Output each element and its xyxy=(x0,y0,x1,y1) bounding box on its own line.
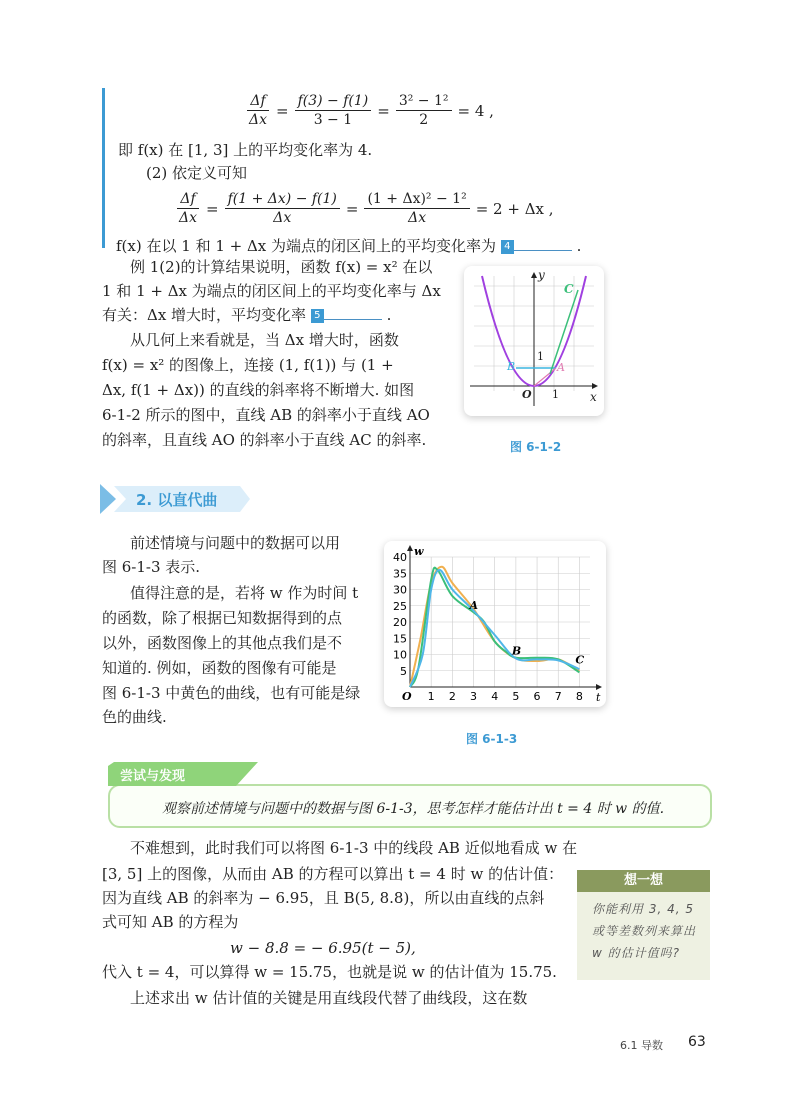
x-tick-label: 2 xyxy=(448,690,456,703)
x-axis-arrow xyxy=(596,684,602,690)
concentration-chart xyxy=(384,541,606,707)
paragraph-2-line-5: 的斜率，且直线 AO 的斜率小于直线 AC 的斜率. xyxy=(102,431,427,449)
paragraph-1-line-1: 例 1(2)的计算结果说明，函数 f(x) = x² 在以 xyxy=(130,258,433,276)
paragraph-1-line-3: 有关：Δx 增大时，平均变化率 5 . xyxy=(102,306,392,324)
part-2-label: (2) 依定义可知 xyxy=(146,164,248,182)
blank-number-badge: 5 xyxy=(311,309,324,323)
x-axis-label: t xyxy=(596,691,601,704)
equation-2: $\frac{\Delta f}{\Delta x}$ = $\frac{f(1 + \Delta x) - f(1)}{\Delta x}$ = $\frac{\text{(1 + Δx)² − 1²}}{\Delta x}$ = 2 + Δx , xyxy=(179,191,554,226)
point-b-label: B xyxy=(507,360,516,373)
paragraph-5-line-2: 上述求出 w 估计值的关键是用直线段代替了曲线段，这在数 xyxy=(130,989,528,1007)
y-axis-arrow xyxy=(407,545,413,551)
paragraph-4-line-2: [3, 5] 上的图像，从而由 AB 的方程可以算出 t = 4 时 w 的估计值： xyxy=(102,865,564,883)
paragraph-2-line-1: 从几何上来看就是，当 Δx 增大时，函数 xyxy=(130,331,399,349)
think-box-text: 你能利用 3, 4, 5 或等差数列来算出 w 的估计值吗? xyxy=(592,902,697,960)
point-label-a: A xyxy=(469,599,479,613)
x-tick-label: 3 xyxy=(470,690,478,703)
figure-6-1-2-card xyxy=(464,266,604,416)
figure-6-1-3-caption: 图 6-1-3 xyxy=(466,732,518,746)
paragraph-3-line-7: 图 6-1-3 中黄色的曲线，也有可能是绿 xyxy=(102,684,361,702)
origin-label: O xyxy=(522,388,532,401)
paragraph-3-line-6: 知道的. 例如，函数的图像有可能是 xyxy=(102,659,337,677)
fill-blank[interactable] xyxy=(514,236,572,251)
x-tick-label: 6 xyxy=(533,690,541,703)
blank-number-badge: 4 xyxy=(501,240,514,254)
point-c-label: C xyxy=(564,282,574,296)
example-sidebar-bar xyxy=(102,88,105,248)
footer-section: 6.1 导数 xyxy=(620,1039,663,1052)
paragraph-3-line-5: 以外，函数图像上的其他点我们是不 xyxy=(102,634,343,652)
equation-1: $\frac{\Delta f}{\Delta x}$ = $\frac{f(3) - f(1)}{3 - 1}$ = $\frac{\text{3² − 1²}}{2}$ = 4 , xyxy=(249,93,494,128)
x-axis-label: x xyxy=(590,390,597,404)
paragraph-4-line-1: 不难想到，此时我们可以将图 6-1-3 中的线段 AB 近似地看成 w 在 xyxy=(130,839,578,857)
paragraph-2-line-4: 6-1-2 所示的图中，直线 AB 的斜率小于直线 AO xyxy=(102,406,430,424)
average-rate-line-1: 即 f(x) 在 [1, 3] 上的平均变化率为 4. xyxy=(118,141,373,159)
x-tick-label: 4 xyxy=(491,690,499,703)
figure-6-1-2-caption: 图 6-1-2 xyxy=(510,440,562,454)
point-a-label: A xyxy=(557,361,565,374)
paragraph-3-line-2: 图 6-1-3 表示. xyxy=(102,558,201,576)
paragraph-5-line-1: 代入 t = 4，可以算得 w = 15.75，也就是说 w 的估计值为 15.75. xyxy=(102,963,557,981)
y-tick-label: 25 xyxy=(393,599,407,613)
point-label-b: B xyxy=(511,644,522,658)
paragraph-3-line-8: 色的曲线. xyxy=(102,708,167,726)
paragraph-4-line-4: 式可知 AB 的方程为 xyxy=(102,913,239,931)
point-label-c: C xyxy=(575,653,585,667)
y-tick-label: 30 xyxy=(393,583,407,597)
y-tick-label: 5 xyxy=(400,664,407,678)
paragraph-3-line-3: 值得注意的是，若将 w 作为时间 t xyxy=(130,584,359,602)
y-tick-label: 40 xyxy=(393,551,407,564)
try-find-tab xyxy=(108,762,258,786)
paragraph-2-line-2: f(x) = x² 的图像上，连接 (1, f(1)) 与 (1 + xyxy=(102,356,394,374)
y-one-label: 1 xyxy=(537,350,544,363)
origin-label: O xyxy=(402,690,412,703)
x-one-label: 1 xyxy=(552,388,559,401)
page-number: 63 xyxy=(688,1034,706,1050)
x-tick-label: 8 xyxy=(575,690,583,703)
fill-blank[interactable] xyxy=(324,305,382,320)
x-tick-label: 5 xyxy=(512,690,520,703)
section-2-header xyxy=(100,484,250,514)
y-tick-label: 15 xyxy=(393,632,407,646)
y-axis-label: y xyxy=(538,268,545,282)
equation-3: w − 8.8 = − 6.95(t − 5), xyxy=(230,939,416,957)
x-tick-label: 1 xyxy=(427,690,435,703)
try-find-title: 尝试与发现 xyxy=(120,769,186,784)
parabola-figure xyxy=(464,266,604,416)
try-find-text: 观察前述情境与问题中的数据与图 6-1-3，思考怎样才能估计出 t = 4 时 w 的值. xyxy=(162,801,665,817)
y-tick-label: 10 xyxy=(393,648,407,662)
y-tick-label: 35 xyxy=(393,567,407,581)
paragraph-3-line-4: 的函数，除了根据已知数据得到的点 xyxy=(102,609,343,627)
paragraph-3-line-1: 前述情境与问题中的数据可以用 xyxy=(130,534,341,552)
y-axis-label: w xyxy=(414,545,424,558)
y-tick-label: 20 xyxy=(393,616,407,629)
paragraph-2-line-3: Δx, f(1 + Δx)) 的直线的斜率将不断增大. 如图 xyxy=(102,381,415,399)
think-box-title: 想一想 xyxy=(577,870,710,892)
paragraph-4-line-3: 因为直线 AB 的斜率为 − 6.95，且 B(5, 8.8)，所以由直线的点斜 xyxy=(102,889,545,907)
average-rate-line-2: f(x) 在以 1 和 1 + Δx 为端点的闭区间上的平均变化率为 4 . xyxy=(116,237,582,255)
section-2-title: 2. 以直代曲 xyxy=(136,491,218,509)
paragraph-1-line-2: 1 和 1 + Δx 为端点的闭区间上的平均变化率与 Δx xyxy=(102,282,441,300)
figure-6-1-3-card xyxy=(384,541,606,707)
x-tick-label: 7 xyxy=(554,690,562,703)
